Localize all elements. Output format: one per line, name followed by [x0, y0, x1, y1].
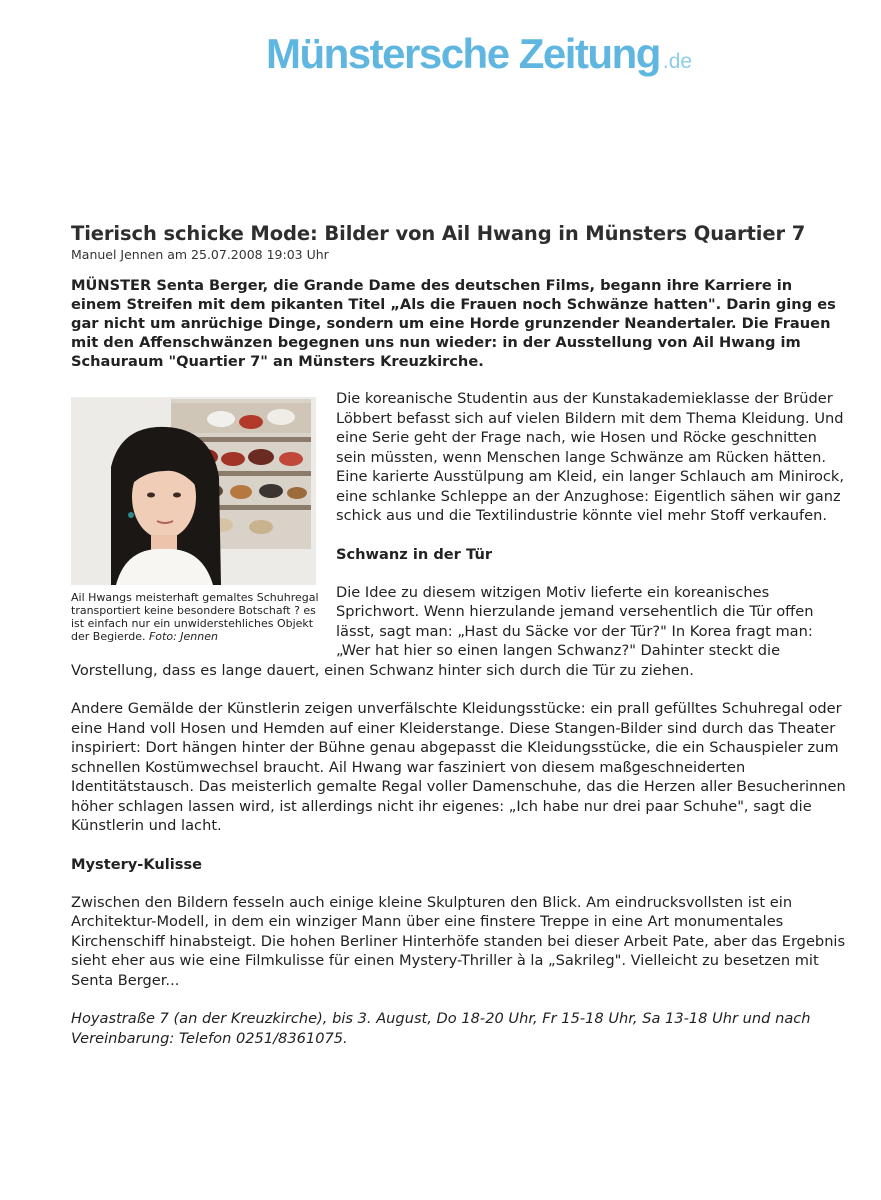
masthead-logo — [266, 30, 692, 78]
article-photo — [71, 397, 316, 585]
photo-caption-text: Ail Hwangs meisterhaft gemaltes Schuhregal transportiert keine besondere Botschaft ? es ist einfach nur ein unwiderstehliches Objekt der Begierde. — [71, 591, 319, 643]
exhibition-info: Hoyastraße 7 (an der Kreuzkirche), bis 3. August, Do 18-20 Uhr, Fr 15-18 Uhr, Sa 13-18 Uhr und nach Vereinbarung: Telefon 0251/8361075. — [71, 1010, 811, 1047]
article-subhead-1: Schwanz in der Tür — [336, 545, 493, 563]
article — [71, 220, 846, 1048]
article-paragraph-2: Die Idee zu diesem witzigen Motiv lieferte ein koreanisches Sprichwort. Wenn hierzulande jemand versehentlich die Tür offen lässt, sagt man: „Hast du Säcke vor der Tür?" In Korea fragt man: „Wer hat hier so einen langen Schwanz?" Dahinter steckt die Vorstellung, dass es lange dauert, einen Schwanz hinter sich durch die Tür zu ziehen. — [71, 583, 814, 679]
article-paragraph-3: Andere Gemälde der Künstlerin zeigen unverfälschte Kleidungsstücke: ein prall gefülltes Schuhregal oder eine Hand voll Hosen und Hemden auf einer Kleiderstange. Diese Stangen-Bilder sind durch das Theater inspiriert: Dort hängen hinter der Bühne genau abgepasst die Kleidungsstücke, die ein Schauspieler zum schnellen Kostümwechsel braucht. Ail Hwang war fasziniert von diesem maßgeschneiderten Identitätstausch. Das meisterlich gemalte Regal voller Damenschuhe, das die Herzen aller Besucherinnen höher schlagen lassen wird, ist allerdings nicht ihr eigenes: „Ich habe nur drei paar Schuhe", sagt die Künstlerin und lacht. — [71, 700, 846, 834]
article-headline: Tierisch schicke Mode: Bilder von Ail Hwang in Münsters Quartier 7 — [71, 222, 806, 245]
article-lead: MÜNSTER Senta Berger, die Grande Dame des deutschen Films, begann ihre Karriere in einem Streifen mit dem pikanten Titel „Als die Frauen noch Schwänze hatten". Darin ging es gar nicht um anrüchige Dinge, sondern um eine Horde grunzender Neandertaler. Die Frauen mit den Affenschwänzen begegnen uns nun wieder: in der Ausstellung von Ail Hwang im Schauraum "Quartier 7" an Münsters Kreuzkirche. — [71, 277, 836, 370]
article-paragraph-4: Zwischen den Bildern fesseln auch einige kleine Skulpturen den Blick. Am eindrucksvollsten ist ein Architektur-Modell, in dem ein winziger Mann über eine finstere Treppe in eine Art monumentales Kirchenschiff hinabsteigt. Die hohen Berliner Hinterhöfe standen bei dieser Arbeit Pate, aber das Ergebnis sieht eher aus wie eine Filmkulisse für einen Mystery-Thriller à la „Sakrileg". Vielleicht zu besetzen mit Senta Berger... — [71, 893, 846, 989]
article-byline: Manuel Jennen am 25.07.2008 19:03 Uhr — [71, 247, 329, 262]
masthead-tld: .de — [662, 50, 693, 73]
article-paragraph-1: Die koreanische Studentin aus der Kunstakademieklasse der Brüder Löbbert befasst sich auf vielen Bildern mit dem Thema Kleidung. Und eine Serie geht der Frage nach, wie Hosen und Röcke geschnitten sein müssten, wenn Menschen lange Schwänze am Rücken hätten. Eine karierte Ausstülpung am Kleid, ein langer Schlauch am Minirock, eine schlanke Schleppe an der Anzughose: Eigentlich sähen wir ganz schick aus und die Textilindustrie könnte viel mehr Stoff verkaufen. — [336, 390, 844, 524]
photo-caption — [71, 591, 326, 643]
photo-credit: Foto: Jennen — [148, 630, 218, 643]
article-subhead-2: Mystery-Kulisse — [71, 855, 203, 873]
article-figure — [71, 397, 326, 643]
masthead-name: Münstersche Zeitung — [266, 30, 660, 77]
